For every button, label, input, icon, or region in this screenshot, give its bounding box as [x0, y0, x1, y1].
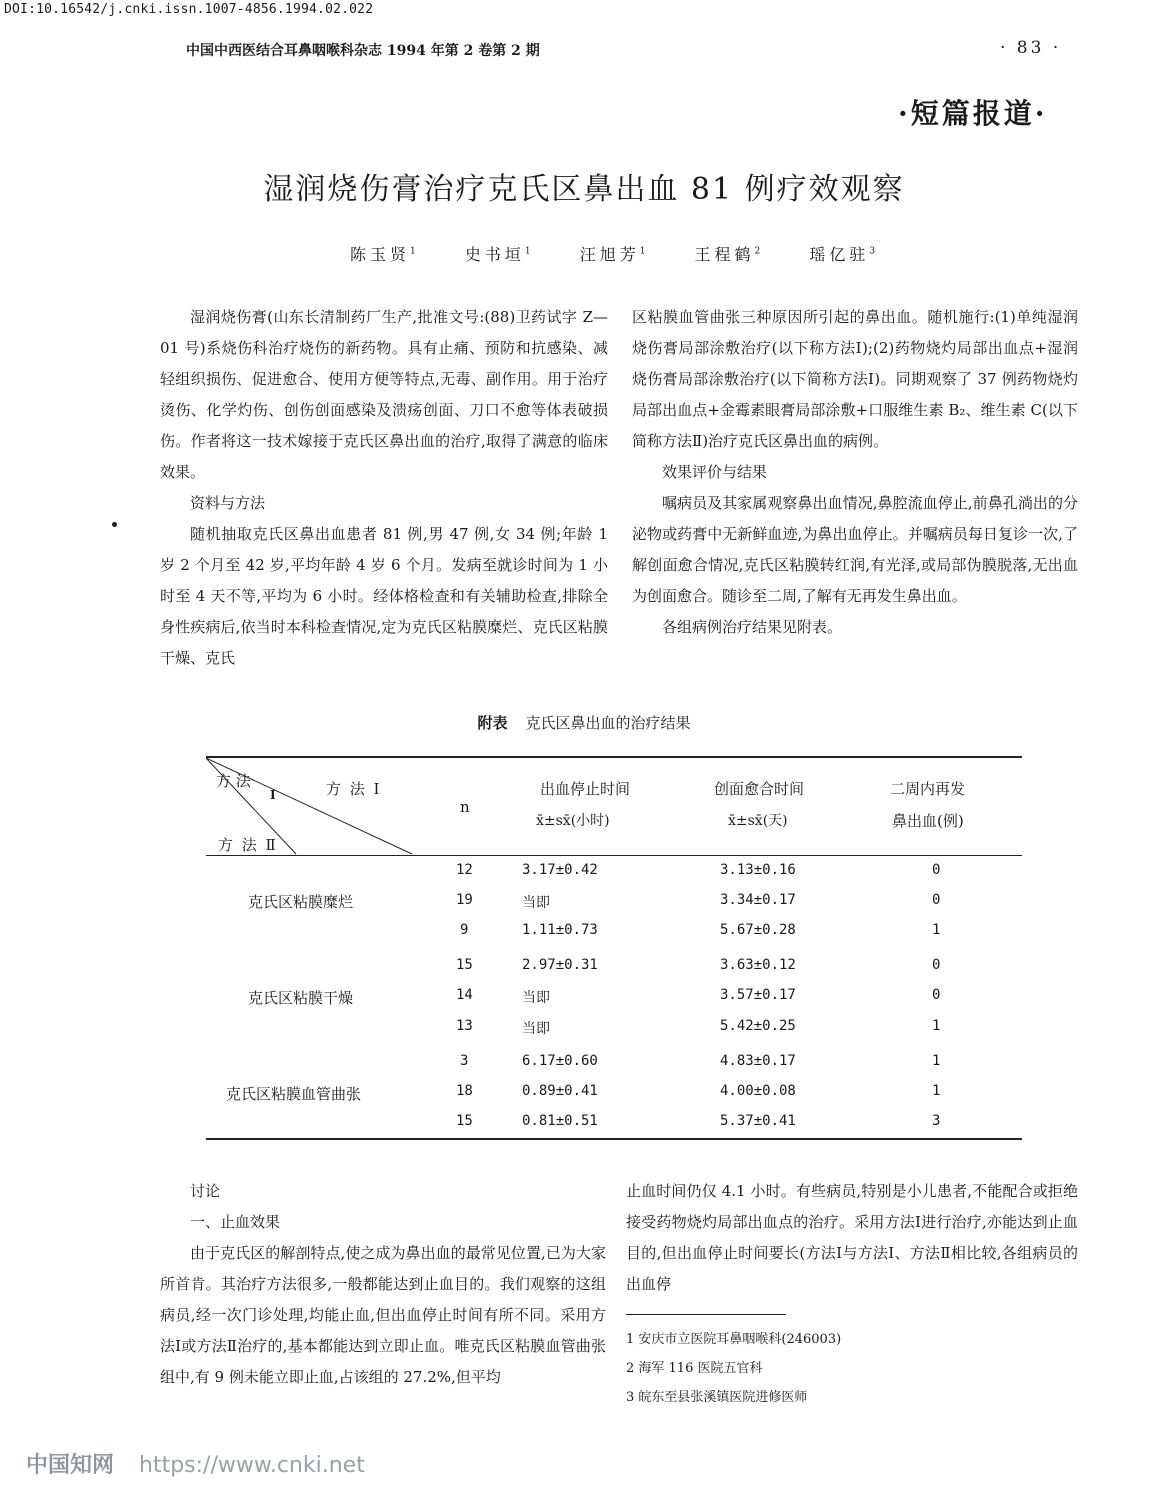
paragraph: 区粘膜血管曲张三种原因所引起的鼻出血。随机施行:(1)单纯湿润烧伤膏局部涂敷治疗(以下称方法Ⅰ);(2)药物烧灼局部出血点+湿润烧伤膏局部涂敷治疗(以下简称方法Ⅰ)。同期观察了 37 例药物烧灼局部出血点+金霉素眼膏局部涂敷+口服维生素 B₂、维生素 C(以下简称方法Ⅱ)治疗克氏区鼻出血的病例。 [632, 308, 1078, 450]
cell-stop: 当即 [522, 895, 550, 911]
col-header-recur: 二周内再发 [890, 780, 966, 798]
cell-stop: 1.11±0.73 [522, 922, 598, 938]
section-heading: 效果评价与结果 [662, 463, 768, 481]
cell-n: 9 [460, 922, 469, 938]
cell-stop: 0.89±0.41 [522, 1083, 598, 1099]
cell-stop: 6.17±0.60 [522, 1053, 598, 1069]
cell-stop: 3.17±0.42 [522, 862, 598, 878]
footnote: 3 皖东至县张溪镇医院进修医师 [626, 1390, 808, 1405]
cell-recur: 1 [932, 1018, 941, 1034]
cell-heal: 3.34±0.17 [720, 892, 796, 908]
cell-heal: 5.67±0.28 [720, 922, 796, 938]
cell-recur: 3 [932, 1113, 941, 1129]
author: 王程鹤$^2$ [694, 245, 761, 264]
author-list [350, 242, 919, 265]
paragraph: 由于克氏区的解剖特点,使之成为鼻出血的最常见位置,已为大家所首肯。其治疗方法很多,一般都能达到止血目的。我们观察的这组病员,经一次门诊处理,均能止血,但出血停止时间有所不同。采用方法Ⅰ或方法Ⅱ治疗的,基本都能达到立即止血。唯克氏区粘膜血管曲张组中,有 9 例未能立即止血,占该组的 27.2%,但平均 [160, 1244, 606, 1386]
cell-stop: 0.81±0.51 [522, 1113, 598, 1129]
author: 陈玉贤$^1$ [350, 245, 416, 264]
cell-n: 3 [460, 1053, 469, 1069]
discussion-continued-column [626, 1176, 1078, 1412]
discussion-column [160, 1176, 606, 1393]
diag-header-bottom: 方 法 Ⅱ [218, 836, 278, 854]
running-head: 中国中西医结合耳鼻咽喉科杂志 1994 年第 2 卷第 2 期 [186, 43, 540, 59]
cell-n: 15 [456, 1113, 473, 1129]
cell-heal: 3.63±0.12 [720, 957, 796, 973]
cell-heal: 3.57±0.17 [720, 987, 796, 1003]
diag-header-top-left-roman: Ⅰ [270, 788, 276, 802]
cell-recur: 0 [932, 892, 941, 908]
paragraph: 嘱病员及其家属观察鼻出血情况,鼻腔流血停止,前鼻孔淌出的分泌物或药膏中无新鲜血迹,为鼻出血停止。并嘱病员每日复诊一次,了解创面愈合情况,克氏区粘膜转红润,有光泽,或局部伪膜脱落,无出血为创面愈合。随诊至二周,了解有无再发生鼻出血。 [632, 494, 1078, 605]
left-column [160, 302, 608, 674]
cell-recur: 0 [932, 862, 941, 878]
cell-recur: 1 [932, 922, 941, 938]
author: 史书垣$^1$ [464, 245, 531, 264]
cell-n: 12 [456, 862, 473, 878]
cell-n: 18 [456, 1083, 473, 1099]
cell-stop: 当即 [522, 990, 550, 1006]
watermark [26, 1448, 365, 1479]
paragraph: 随机抽取克氏区鼻出血患者 81 例,男 47 例,女 34 例;年龄 1 岁 2 个月至 42 岁,平均年龄 4 岁 6 个月。发病至就诊时间为 1 小时至 4 天不等,平均为 6 小时。经体格检查和有关辅助检查,排除全身性疾病后,依当时本科检查情况,定为克氏区粘膜糜烂、克氏区粘膜干燥、克氏 [160, 525, 608, 667]
footnote: 1 安庆市立医院耳鼻咽喉科(246003) [626, 1332, 842, 1347]
section-heading: 资料与方法 [190, 494, 266, 512]
paragraph: 各组病例治疗结果见附表。 [662, 618, 843, 636]
cell-n: 13 [456, 1018, 473, 1034]
cell-n: 14 [456, 987, 473, 1003]
cell-n: 19 [456, 892, 473, 908]
diag-header-top-right: 方 法 Ⅰ [326, 780, 382, 798]
cell-heal: 5.42±0.25 [720, 1018, 796, 1034]
paragraph: 湿润烧伤膏(山东长清制药厂生产,批准文号:(88)卫药试字 Z—01 号)系烧伤科治疗烧伤的新药物。具有止痛、预防和抗感染、减轻组织损伤、促进愈合、使用方便等特点,无毒、副作用。用于治疗烫伤、化学灼伤、创伤创面感染及溃疡创面、刀口不愈等体表破损伤。作者将这一技术嫁接于克氏区鼻出血的治疗,取得了满意的临床效果。 [160, 308, 608, 481]
paragraph: 止血时间仍仅 4.1 小时。有些病员,特别是小儿患者,不能配合或拒绝接受药物烧灼局部出血点的治疗。采用方法Ⅰ进行治疗,亦能达到止血目的,但出血停止时间要长(方法Ⅰ与方法Ⅰ、方法Ⅱ相比较,各组病员的出血停 [626, 1182, 1078, 1293]
author: 瑶亿驻$^3$ [809, 245, 876, 264]
right-column [632, 302, 1078, 643]
cell-heal: 5.37±0.41 [720, 1113, 796, 1129]
col-header-heal-unit: x̄±sx̄(天) [728, 813, 788, 829]
footnote: 2 海军 116 医院五官科 [626, 1361, 763, 1376]
watermark-url: https://www.cnki.net [139, 1453, 365, 1478]
group-label: 克氏区粘膜干燥 [248, 989, 354, 1007]
group-label: 克氏区粘膜糜烂 [248, 893, 354, 911]
diag-header-top-left: 方 法 [216, 772, 251, 790]
watermark-brand: 中国知网 [26, 1453, 115, 1478]
section-label: ·短篇报道· [898, 97, 1048, 130]
table-caption: 附表 克氏区鼻出血的治疗结果 [477, 714, 691, 732]
cell-recur: 0 [932, 987, 941, 1003]
col-header-stop: 出血停止时间 [540, 780, 631, 798]
author: 汪旭芳$^1$ [579, 245, 646, 264]
cell-stop: 2.97±0.31 [522, 957, 598, 973]
table-bottom-rule [206, 1138, 1022, 1140]
col-header-n: n [460, 798, 470, 816]
col-header-recur-unit: 鼻出血(例) [892, 812, 964, 830]
discussion-heading: 讨论 [190, 1182, 221, 1200]
doi-line: DOI:10.16542/j.cnki.issn.1007-4856.1994.02.022 [4, 2, 374, 17]
cell-stop: 当即 [522, 1021, 550, 1037]
group-label: 克氏区粘膜血管曲张 [226, 1085, 362, 1103]
cell-heal: 4.83±0.17 [720, 1053, 796, 1069]
col-header-heal: 创面愈合时间 [714, 780, 805, 798]
cell-n: 15 [456, 957, 473, 973]
article-title: 湿润烧伤膏治疗克氏区鼻出血 81 例疗效观察 [263, 172, 905, 207]
cell-recur: 1 [932, 1053, 941, 1069]
cell-recur: 1 [932, 1083, 941, 1099]
col-header-stop-unit: x̄±sx̄(小时) [536, 813, 610, 829]
scan-speck [112, 522, 117, 527]
footnote-rule [626, 1314, 786, 1315]
cell-heal: 4.00±0.08 [720, 1083, 796, 1099]
cell-recur: 0 [932, 957, 941, 973]
page-number: · 83 · [1000, 38, 1062, 58]
cell-heal: 3.13±0.16 [720, 862, 796, 878]
discussion-subheading: 一、止血效果 [190, 1213, 281, 1231]
